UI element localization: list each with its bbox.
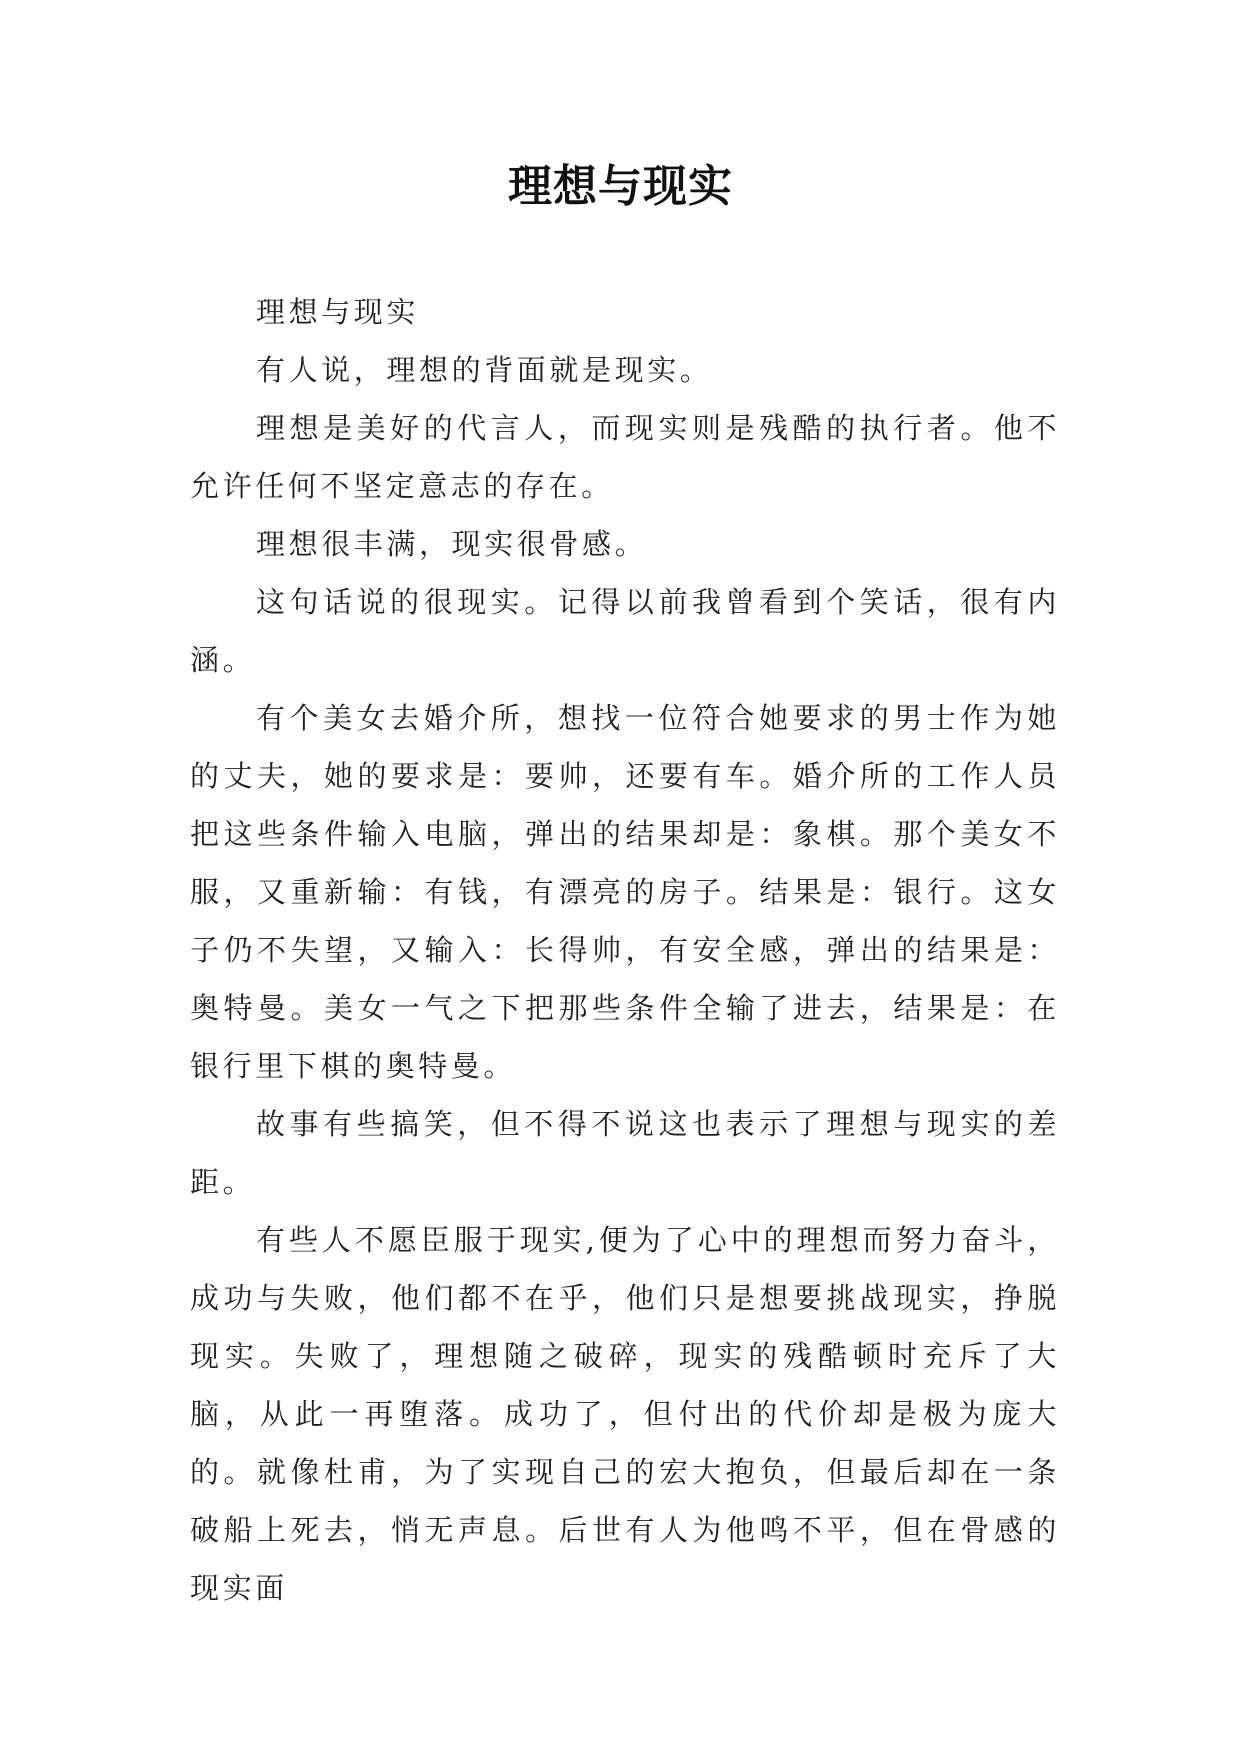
paragraph: 有个美女去婚介所，想找一位符合她要求的男士作为她的丈夫，她的要求是：要帅，还要有车。婚介所的工作人员把这些条件输入电脑，弹出的结果却是：象棋。那个美女不服，又重新输：有钱，有漂亮的房子。结果是：银行。这女子仍不失望，又输入：长得帅，有安全感，弹出的结果是：奥特曼。美女一气之下把那些条件全输了进去，结果是：在银行里下棋的奥特曼。 [190, 701, 1060, 1083]
document-body [190, 283, 1060, 1617]
paragraph: 理想与现实 [256, 295, 420, 329]
paragraph: 这句话说的很现实。记得以前我曾看到个笑话，很有内涵。 [190, 585, 1060, 677]
paragraph: 有些人不愿臣服于现实,便为了心中的理想而努力奋斗，成功与失败，他们都不在乎，他们只是想要挑战现实，挣脱现实。失败了，理想随之破碎，现实的残酷顿时充斥了大脑，从此一再堕落。成功了，但付出的代价却是极为庞大的。就像杜甫，为了实现自己的宏大抱负，但最后却在一条破船上死去，悄无声息。后世有人为他鸣不平，但在骨感的现实面 [190, 1223, 1060, 1605]
document-title: 理想与现实 [508, 161, 733, 212]
paragraph: 理想很丰满，现实很骨感。 [256, 527, 648, 561]
paragraph: 有人说，理想的背面就是现实。 [256, 353, 713, 387]
paragraph: 理想是美好的代言人，而现实则是残酷的执行者。他不允许任何不坚定意志的存在。 [190, 411, 1060, 503]
paragraph: 故事有些搞笑，但不得不说这也表示了理想与现实的差距。 [190, 1107, 1060, 1199]
